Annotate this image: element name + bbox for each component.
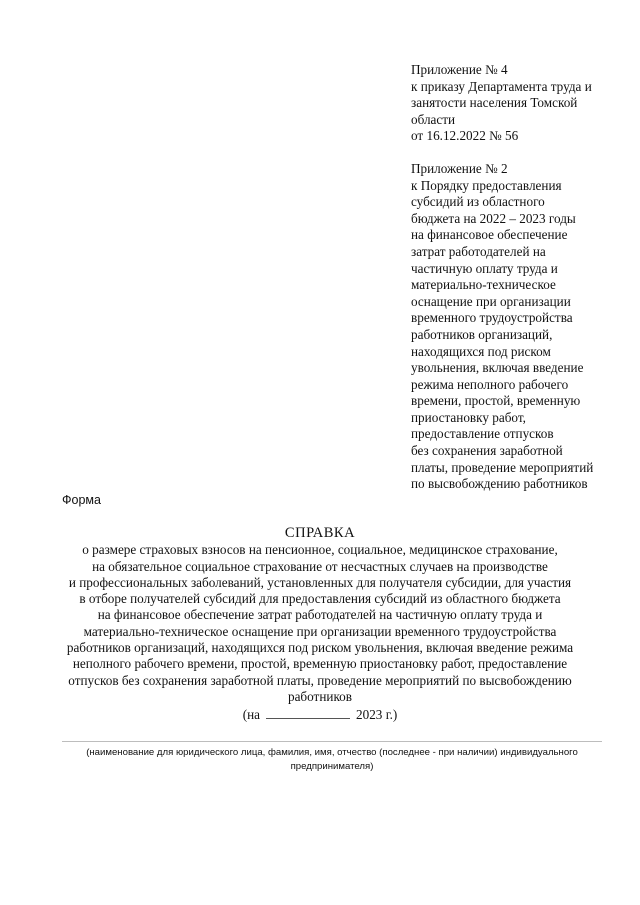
subtitle-line: отпусков без сохранения заработной платы, проведение мероприятий по высвобождению	[68, 672, 572, 688]
appendix-2-line: увольнения, включая введение	[411, 360, 584, 376]
form-label: Форма	[62, 493, 101, 507]
certificate-title-block	[50, 525, 590, 724]
appendix-4-line: от 16.12.2022 № 56	[411, 128, 519, 144]
appendix-2-line: к Порядку предоставления	[411, 177, 562, 193]
appendix-4-block	[411, 62, 626, 145]
date-suffix: 2023 г.)	[356, 707, 398, 723]
document-title: СПРАВКА	[284, 525, 356, 541]
appendix-2-line: находящихся под риском	[411, 343, 551, 359]
appendix-2-line: платы, проведение мероприятий	[411, 459, 594, 475]
appendix-4-line: к приказу Департамента труда и	[411, 78, 592, 94]
appendix-2-block	[411, 161, 626, 493]
subtitle-line: о размере страховых взносов на пенсионное, социальное, медицинское страхование,	[82, 542, 558, 558]
appendix-2-line: предоставление отпусков	[411, 426, 554, 442]
appendix-2-line: материально-техническое	[411, 277, 556, 293]
subtitle-line: неполного рабочего времени, простой, временную приостановку работ, предоставление	[72, 656, 568, 672]
date-prefix: (на	[242, 707, 261, 723]
appendix-2-line: затрат работодателей на	[411, 243, 546, 259]
appendix-2-line: бюджета на 2022 – 2023 годы	[411, 210, 576, 226]
caption-line: (наименование для юридического лица, фамилия, имя, отчество (последнее - при наличии) индивидуального	[86, 747, 578, 758]
subtitle-line: материально-техническое оснащение при организации временного трудоустройства	[83, 623, 557, 639]
appendix-header	[411, 62, 626, 493]
subtitle-line: на обязательное социальное страхование от несчастных случаев на производстве	[92, 558, 548, 574]
subtitle-line: и профессиональных заболеваний, установленных для получателя субсидии, для участия	[68, 574, 572, 590]
appendix-4-line: области	[411, 111, 456, 127]
appendix-2-line: времени, простой, временную	[411, 393, 581, 409]
appendix-2-line: режима неполного рабочего	[411, 376, 569, 392]
appendix-2-line: частичную оплату труда и	[411, 260, 558, 276]
appendix-4-line: занятости населения Томской	[411, 95, 578, 111]
appendix-2-line: временного трудоустройства	[411, 310, 573, 326]
subtitle-line: работников	[287, 688, 352, 704]
appendix-2-line: на финансовое обеспечение	[411, 227, 568, 243]
organization-name-field[interactable]	[62, 741, 602, 742]
date-blank-field[interactable]	[266, 707, 350, 719]
organization-name-caption	[62, 746, 602, 774]
subtitle-line: на финансовое обеспечение затрат работодателей на частичную оплату труда и	[97, 607, 543, 623]
appendix-2-line: без сохранения заработной	[411, 443, 563, 459]
subtitle-line: работников организаций, находящихся под риском увольнения, включая введение режима	[66, 640, 574, 656]
subtitle-line: в отборе получателей субсидий для предоставления субсидий из областного бюджета	[79, 591, 561, 607]
appendix-2-line: работников организаций,	[411, 326, 553, 342]
appendix-2-line: оснащение при организации	[411, 293, 571, 309]
appendix-2-line: приостановку работ,	[411, 409, 526, 425]
caption-line: предпринимателя)	[290, 761, 374, 772]
appendix-2-line: по высвобождению работников	[411, 476, 588, 492]
appendix-4-line: Приложение № 4	[411, 62, 508, 77]
appendix-2-line: Приложение № 2	[411, 160, 508, 176]
appendix-2-line: субсидий из областного	[411, 194, 545, 210]
report-date-line	[50, 707, 590, 723]
